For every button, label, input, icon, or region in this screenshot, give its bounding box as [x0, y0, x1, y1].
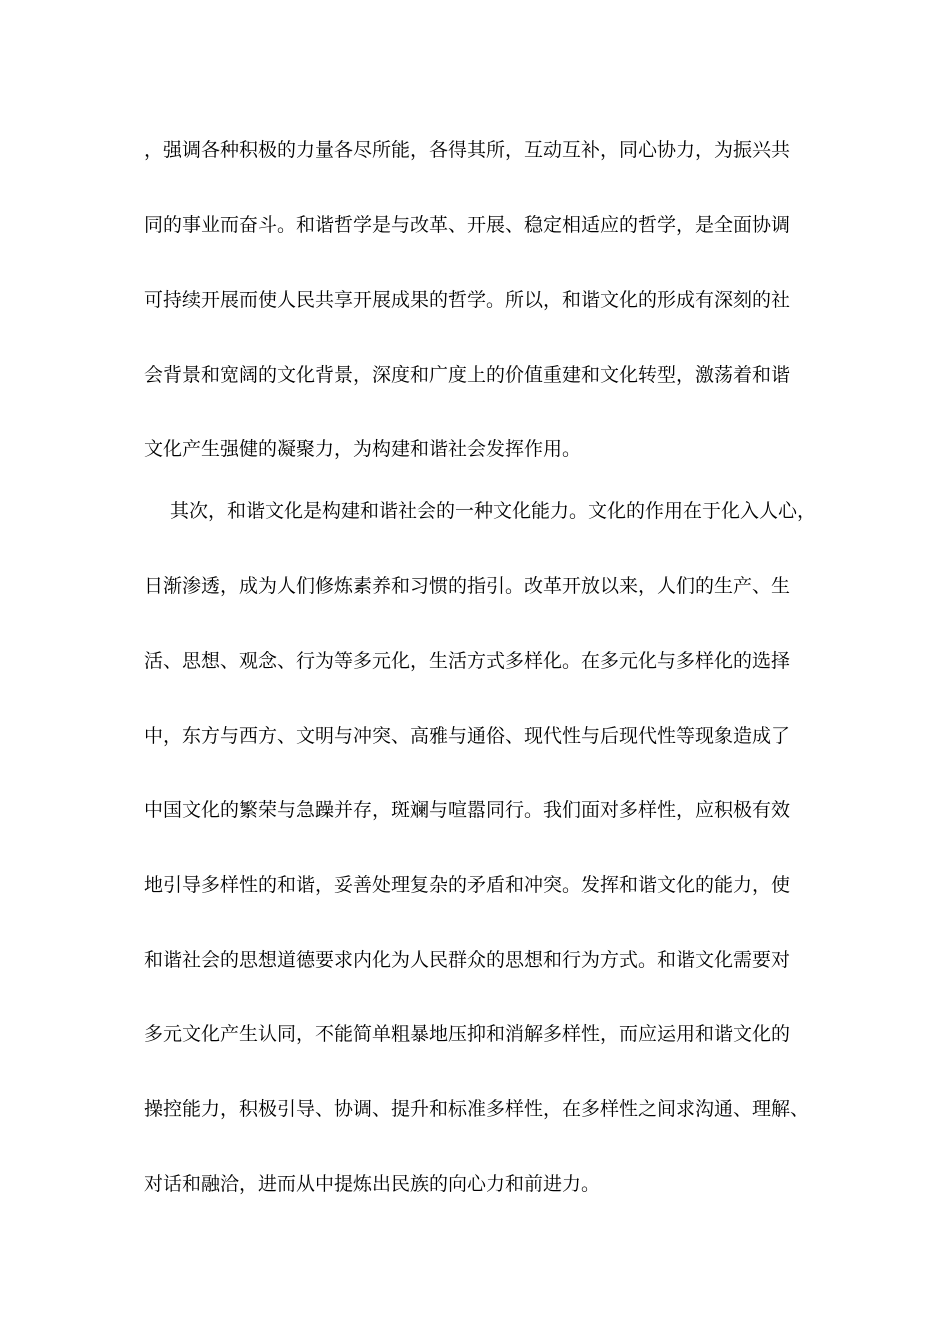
paragraph-line: 文化产生强健的凝聚力，为构建和谐社会发挥作用。 — [144, 438, 582, 460]
paragraph-line: 地引导多样性的和谐，妥善处理复杂的矛盾和冲突。发挥和谐文化的能力，使 — [144, 874, 791, 896]
paragraph-line: ，强调各种积极的力量各尽所能，各得其所，互动互补，同心协力，为振兴共 — [144, 139, 791, 161]
paragraph-line: 多元文化产生认同，不能简单粗暴地压抑和消解多样性，而应运用和谐文化的 — [144, 1023, 791, 1045]
paragraph-line: 活、思想、观念、行为等多元化，生活方式多样化。在多元化与多样化的选择 — [144, 650, 791, 672]
paragraph-line: 中，东方与西方、文明与冲突、高雅与通俗、现代性与后现代性等现象造成了 — [144, 725, 791, 747]
paragraph-line: 中国文化的繁荣与急躁并存，斑斓与喧嚣同行。我们面对多样性，应积极有效 — [144, 799, 791, 821]
paragraph-line: 操控能力，积极引导、协调、提升和标准多样性，在多样性之间求沟通、理解、 — [144, 1098, 810, 1120]
paragraph-line: 日渐渗透，成为人们修炼素养和习惯的指引。改革开放以来，人们的生产、生 — [144, 575, 791, 597]
paragraph-line: 同的事业而奋斗。和谐哲学是与改革、开展、稳定相适应的哲学，是全面协调 — [144, 214, 791, 236]
paragraph-line: 会背景和宽阔的文化背景，深度和广度上的价值重建和文化转型，激荡着和谐 — [144, 364, 791, 386]
paragraph-line: 和谐社会的思想道德要求内化为人民群众的思想和行为方式。和谐文化需要对 — [144, 949, 791, 971]
paragraph-line: 可持续开展而使人民共享开展成果的哲学。所以，和谐文化的形成有深刻的社 — [144, 289, 791, 311]
paragraph-line: 其次，和谐文化是构建和谐社会的一种文化能力。文化的作用在于化入人心， — [170, 500, 817, 522]
paragraph-line: 对话和融洽，进而从中提炼出民族的向心力和前进力。 — [144, 1173, 601, 1195]
